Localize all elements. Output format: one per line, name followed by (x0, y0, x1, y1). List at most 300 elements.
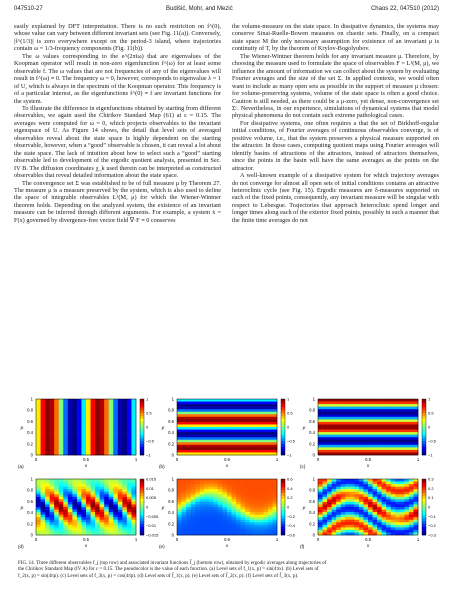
heatmap-cell (323, 432, 328, 435)
heatmap-cell (345, 404, 350, 407)
heatmap-cell (100, 487, 105, 490)
heatmap-cell (259, 440, 264, 443)
colorbar-tick-label: 1 (287, 396, 290, 402)
heatmap-cell (400, 512, 405, 515)
heatmap-cell (395, 432, 400, 435)
heatmap-cell (177, 407, 182, 410)
heatmap-cell (318, 515, 323, 518)
heatmap-cell (204, 512, 209, 515)
heatmap-cell (345, 507, 350, 510)
heatmap-cell (122, 484, 127, 487)
heatmap-cell (254, 492, 259, 495)
heatmap-cell (95, 512, 100, 515)
heatmap-cell (245, 512, 250, 515)
heatmap-cell (104, 499, 109, 502)
heatmap-cell (400, 520, 405, 523)
heatmap-cell (400, 417, 405, 420)
heatmap-cell (100, 504, 105, 507)
x-tick-label: 0 (175, 537, 179, 542)
heatmap-cell (77, 530, 82, 533)
heatmap-cell (222, 515, 227, 518)
heatmap-cell (350, 447, 355, 450)
heatmap-cell (400, 530, 405, 533)
heatmap-cell (204, 507, 209, 510)
heatmap-cell (327, 450, 332, 453)
heatmap-cell (332, 422, 337, 425)
colorbar-tick-label: −0.1 (428, 513, 436, 519)
heatmap-cell (368, 414, 373, 417)
heatmap-cell (241, 517, 246, 520)
heatmap-cell (341, 522, 346, 525)
heatmap-cell (191, 510, 196, 513)
heatmap-cell (54, 494, 59, 497)
heatmap-cell (409, 399, 414, 402)
heatmap-cell (113, 497, 118, 500)
heatmap-cell (409, 419, 414, 422)
heatmap-cell (409, 404, 414, 407)
heatmap-cell (113, 414, 118, 417)
heatmap-cell (336, 502, 341, 505)
heatmap-cell (95, 407, 100, 410)
heatmap-cell (91, 482, 96, 485)
heatmap-cell (354, 525, 359, 528)
heatmap-cell (327, 502, 332, 505)
heatmap-cell (363, 484, 368, 487)
figure-panels (14, 395, 439, 555)
heatmap-cell (263, 489, 268, 492)
heatmap-cell (236, 494, 241, 497)
heatmap-cell (41, 399, 46, 402)
heatmap-cell (127, 447, 132, 450)
heatmap-cell (336, 432, 341, 435)
heatmap-cell (227, 499, 232, 502)
heatmap-cell (236, 432, 241, 435)
heatmap-cell (72, 409, 77, 412)
heatmap-cell (259, 510, 264, 513)
heatmap-cell (54, 430, 59, 433)
heatmap-cell (413, 450, 418, 453)
heatmap-cell (222, 407, 227, 410)
heatmap-cell (41, 502, 46, 505)
heatmap-cell (354, 430, 359, 433)
heatmap-cell (95, 437, 100, 440)
heatmap-cell (45, 437, 50, 440)
heatmap-cell (131, 427, 136, 430)
heatmap-cell (245, 525, 250, 528)
colorbar-tick-label: −0.015 (146, 532, 159, 538)
heatmap-cell (254, 432, 259, 435)
heatmap-cell (404, 430, 409, 433)
heatmap-cell (227, 442, 232, 445)
colorbar-segment (422, 482, 426, 485)
heatmap-cell (41, 479, 46, 482)
heatmap-cell (272, 422, 277, 425)
heatmap-cell (195, 517, 200, 520)
heatmap-cell (236, 402, 241, 405)
heatmap-cell (109, 510, 114, 513)
heatmap-cell (195, 489, 200, 492)
heatmap-cell (222, 510, 227, 513)
heatmap-cell (263, 527, 268, 530)
heatmap-cell (323, 497, 328, 500)
heatmap-cell (359, 492, 364, 495)
heatmap-cell (382, 414, 387, 417)
heatmap-cell (382, 432, 387, 435)
heatmap-cell (263, 525, 268, 528)
heatmap-cell (350, 417, 355, 420)
heatmap-cell (332, 497, 337, 500)
heatmap-cell (268, 437, 273, 440)
heatmap-cell (109, 412, 114, 415)
heatmap-cell (204, 424, 209, 427)
heatmap-cell (41, 404, 46, 407)
heatmap-cell (373, 440, 378, 443)
heatmap-cell (222, 414, 227, 417)
heatmap-cell (386, 417, 391, 420)
heatmap-cell (354, 442, 359, 445)
heatmap-cell (413, 489, 418, 492)
colorbar-segment (422, 433, 426, 436)
paragraph: The convergence set Σ was established to be of full measure μ by Theorem 27. The measure μ is a measure preserved by the system, which is also used to define the space of integrable observables L¹(M, μ) for which the Wiener-Wintner theorem holds. Depending on the analyzed system, the existence of an invariant measure can be inferred through different arguments. For example, a system ẋ = F(x) governed by divergence-free vector field ∇·F ≡ 0 conserves (14, 179, 221, 224)
heatmap-cell (36, 412, 41, 415)
heatmap-cell (241, 515, 246, 518)
heatmap-cell (63, 447, 68, 450)
colorbar-segment (140, 507, 144, 510)
heatmap-cell (191, 424, 196, 427)
heatmap-cell (263, 407, 268, 410)
heatmap-cell (254, 437, 259, 440)
heatmap-cell (54, 414, 59, 417)
colorbar-tick-label: 1 (428, 396, 431, 402)
heatmap-cell (200, 525, 205, 528)
heatmap-cell (327, 499, 332, 502)
colorbar-segment (422, 407, 426, 410)
heatmap-cell (191, 417, 196, 420)
heatmap-cell (345, 499, 350, 502)
heatmap-cell (272, 417, 277, 420)
heatmap-cell (191, 517, 196, 520)
heatmap-cell (259, 484, 264, 487)
heatmap-cell (113, 527, 118, 530)
heatmap-cell (404, 437, 409, 440)
heatmap-cell (272, 407, 277, 410)
heatmap-cell (86, 515, 91, 518)
heatmap-cell (341, 512, 346, 515)
colorbar-segment (281, 399, 285, 402)
heatmap-cell (59, 445, 64, 448)
heatmap-cell (236, 404, 241, 407)
heatmap-cell (131, 409, 136, 412)
heatmap-cell (77, 404, 82, 407)
heatmap-cell (268, 399, 273, 402)
heatmap-cell (409, 507, 414, 510)
heatmap-cell (200, 494, 205, 497)
heatmap-cell (363, 417, 368, 420)
heatmap-cell (318, 479, 323, 482)
heatmap-cell (59, 437, 64, 440)
heatmap-cell (259, 517, 264, 520)
heatmap-cell (377, 484, 382, 487)
colorbar-segment (281, 413, 285, 416)
heatmap-cell (363, 437, 368, 440)
heatmap-cell (72, 512, 77, 515)
heatmap-cell (259, 402, 264, 405)
heatmap-cell (118, 417, 123, 420)
panel-e (159, 477, 296, 550)
heatmap-cell (213, 437, 218, 440)
heatmap-cell (272, 404, 277, 407)
heatmap-cell (232, 504, 237, 507)
heatmap-cell (200, 440, 205, 443)
heatmap-cell (377, 502, 382, 505)
heatmap-cell (204, 510, 209, 513)
heatmap-cell (104, 479, 109, 482)
heatmap-cell (204, 402, 209, 405)
heatmap-cell (395, 409, 400, 412)
paragraph: The ω values corresponding to the e^(2πiω) that are eigenvalues of the Koopman operator will result in non-zero eigenfunction f^(ω) for at least some observable f. The ω values that are not frequencies of any of the eigenvalues will result in f^(ω) ≡ 0. The frequency ω = 0, however, corresponds to eigenvalue λ = 1 of U, which is always in the spectrum of the Koopman operator. This frequency is of a particular interest, as the eigenfunctions f^(0) ≡ f are invariant functions for the system. (14, 52, 221, 105)
heatmap-cell (45, 502, 50, 505)
heatmap-cell (91, 479, 96, 482)
heatmap-cell (404, 510, 409, 513)
heatmap-cell (104, 402, 109, 405)
heatmap-cell (109, 492, 114, 495)
heatmap-cell (386, 525, 391, 528)
heatmap-cell (363, 442, 368, 445)
heatmap-cell (191, 520, 196, 523)
heatmap-cell (250, 442, 255, 445)
heatmap-cell (113, 507, 118, 510)
paragraph: A well-known example of a dissipative system for which trajectory averages do not converge for almost all open sets of initial conditions contains an attractive heteroclinic cycle (see Fig. 15). Ergodic measures are δ-measures supported on each of the fixed points, consequently, any invariant measure will be singular with respect to Lebesgue. Trajectories that approach heteroclinic spend longer and longer times along each of the exterior fixed points, possibly in such a manner that the finite time averages do not (232, 172, 439, 224)
heatmap-cell (227, 447, 232, 450)
heatmap-cell (327, 507, 332, 510)
heatmap-cell (95, 402, 100, 405)
heatmap-cell (127, 522, 132, 525)
heatmap-cell (100, 497, 105, 500)
heatmap-cell (131, 442, 136, 445)
heatmap-cell (118, 522, 123, 525)
heatmap-cell (241, 445, 246, 448)
heatmap-cell (59, 424, 64, 427)
heatmap-cell (359, 409, 364, 412)
heatmap-cell (268, 504, 273, 507)
heatmap-cell (395, 515, 400, 518)
heatmap-cell (323, 527, 328, 530)
heatmap-cell (95, 442, 100, 445)
heatmap-cell (363, 494, 368, 497)
heatmap-cell (413, 399, 418, 402)
heatmap-cell (336, 489, 341, 492)
heatmap-cell (263, 442, 268, 445)
heatmap-cell (218, 419, 223, 422)
heatmap-cell (218, 510, 223, 513)
heatmap-cell (409, 515, 414, 518)
heatmap-cell (241, 414, 246, 417)
heatmap-cell (218, 527, 223, 530)
heatmap-cell (182, 412, 187, 415)
heatmap-cell (354, 489, 359, 492)
heatmap-cell (50, 447, 55, 450)
heatmap-cell (386, 402, 391, 405)
heatmap-cell (341, 414, 346, 417)
colorbar-segment (140, 449, 144, 452)
heatmap-cell (63, 507, 68, 510)
heatmap-cell (336, 525, 341, 528)
heatmap-cell (77, 487, 82, 490)
heatmap-cell (195, 440, 200, 443)
heatmap-cell (95, 445, 100, 448)
heatmap-cell (332, 427, 337, 430)
heatmap-cell (127, 442, 132, 445)
heatmap-cell (318, 527, 323, 530)
x-tick-label: 1 (275, 537, 279, 542)
heatmap-cell (245, 527, 250, 530)
heatmap-cell (213, 530, 218, 533)
heatmap-cell (391, 494, 396, 497)
heatmap-cell (54, 499, 59, 502)
heatmap-cell (332, 487, 337, 490)
heatmap-cell (91, 515, 96, 518)
heatmap-cell (259, 430, 264, 433)
heatmap-cell (222, 430, 227, 433)
heatmap-cell (186, 492, 191, 495)
heatmap-cell (332, 507, 337, 510)
heatmap-cell (118, 427, 123, 430)
heatmap-cell (54, 442, 59, 445)
heatmap-cell (377, 435, 382, 438)
heatmap-cell (268, 484, 273, 487)
heatmap-cell (54, 492, 59, 495)
heatmap-cell (36, 487, 41, 490)
heatmap-cell (63, 492, 68, 495)
heatmap-cell (327, 497, 332, 500)
heatmap-cell (109, 447, 114, 450)
heatmap-cell (386, 409, 391, 412)
heatmap-cell (41, 517, 46, 520)
heatmap-cell (332, 402, 337, 405)
heatmap-cell (327, 479, 332, 482)
heatmap-cell (59, 515, 64, 518)
heatmap-cell (104, 422, 109, 425)
heatmap-cell (272, 527, 277, 530)
heatmap-cell (227, 507, 232, 510)
heatmap-cell (373, 504, 378, 507)
heatmap-cell (200, 492, 205, 495)
heatmap-cell (327, 504, 332, 507)
heatmap-cell (318, 407, 323, 410)
heatmap-cell (391, 399, 396, 402)
heatmap-cell (245, 424, 250, 427)
heatmap-cell (332, 440, 337, 443)
heatmap-cell (68, 484, 73, 487)
y-tick-label: 0.8 (27, 487, 33, 493)
heatmap-cell (122, 510, 127, 513)
heatmap-cell (323, 419, 328, 422)
heatmap-cell (413, 517, 418, 520)
heatmap-cell (122, 402, 127, 405)
heatmap-cell (318, 507, 323, 510)
heatmap-cell (404, 487, 409, 490)
y-tick-label: 0.4 (309, 430, 315, 436)
heatmap-cell (382, 497, 387, 500)
heatmap-cell (363, 412, 368, 415)
heatmap-cell (227, 504, 232, 507)
heatmap-cell (72, 530, 77, 533)
colorbar-segment (422, 504, 426, 507)
heatmap-cell (354, 510, 359, 513)
heatmap-cell (209, 487, 214, 490)
heatmap-cell (354, 497, 359, 500)
heatmap-cell (118, 527, 123, 530)
heatmap-cell (127, 414, 132, 417)
heatmap-cell (409, 492, 414, 495)
heatmap-cell (350, 440, 355, 443)
heatmap-cell (268, 414, 273, 417)
heatmap-cell (186, 407, 191, 410)
colorbar-segment (281, 527, 285, 530)
heatmap-cell (86, 484, 91, 487)
heatmap-cell (191, 402, 196, 405)
heatmap-cell (191, 527, 196, 530)
heatmap-cell (345, 440, 350, 443)
heatmap-cell (91, 507, 96, 510)
heatmap-cell (200, 515, 205, 518)
heatmap-cell (363, 422, 368, 425)
heatmap-cell (377, 522, 382, 525)
heatmap-cell (359, 522, 364, 525)
heatmap-cell (341, 479, 346, 482)
heatmap-cell (386, 440, 391, 443)
heatmap-cell (131, 510, 136, 513)
x-tick-label: 1 (416, 537, 420, 542)
heatmap-cell (373, 494, 378, 497)
heatmap-cell (213, 499, 218, 502)
heatmap-cell (323, 510, 328, 513)
heatmap-cell (368, 447, 373, 450)
heatmap-cell (41, 414, 46, 417)
heatmap-cell (86, 409, 91, 412)
heatmap-cell (318, 512, 323, 515)
heatmap-cell (263, 497, 268, 500)
heatmap-cell (413, 424, 418, 427)
heatmap-cell (213, 432, 218, 435)
heatmap-cell (245, 409, 250, 412)
heatmap-cell (350, 432, 355, 435)
heatmap-cell (222, 412, 227, 415)
heatmap-cell (122, 414, 127, 417)
heatmap-cell (327, 530, 332, 533)
heatmap-cell (354, 402, 359, 405)
heatmap-cell (227, 440, 232, 443)
heatmap-cell (36, 402, 41, 405)
heatmap-cell (95, 494, 100, 497)
heatmap-cell (200, 497, 205, 500)
heatmap-cell (113, 450, 118, 453)
heatmap-cell (68, 440, 73, 443)
colorbar-segment (281, 419, 285, 422)
heatmap-cell (400, 445, 405, 448)
heatmap-cell (81, 402, 86, 405)
heatmap-cell (386, 517, 391, 520)
heatmap-cell (127, 440, 132, 443)
heatmap-cell (41, 527, 46, 530)
heatmap-cell (254, 482, 259, 485)
heatmap-cell (345, 419, 350, 422)
heatmap-cell (363, 427, 368, 430)
heatmap-cell (200, 479, 205, 482)
heatmap-cell (81, 435, 86, 438)
heatmap-cell (222, 507, 227, 510)
heatmap-cell (363, 435, 368, 438)
